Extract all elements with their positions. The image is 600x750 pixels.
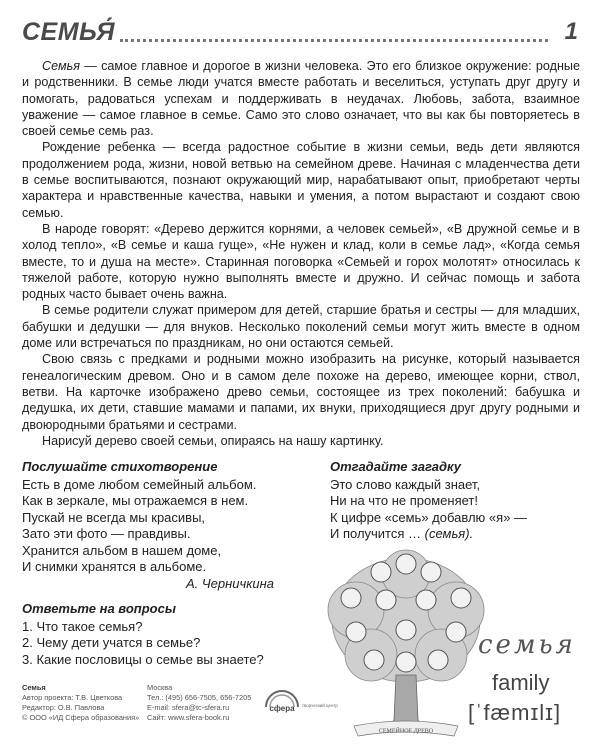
publisher-footer [22,683,338,739]
paragraph-1-lead: Семья [42,59,80,73]
poem-line: Хранится альбом в нашем доме, [22,542,222,558]
footer-editor: Редактор: О.В. Павлова [22,703,105,712]
vocab-english-word: family [492,670,550,695]
sfera-logo [260,687,338,727]
portrait-grandmother [371,562,391,582]
riddle-line: Ни на что не променяет! [330,493,478,508]
poem-line: Пускай не всегда мы красивы, [22,509,206,525]
poem-line: Зато эти фото — правдивы. [22,526,191,541]
vocab-russian-word: семья [478,630,576,660]
footer-credits [22,683,142,723]
right-column [330,459,590,543]
portrait-child [396,620,416,640]
footer-site: Сайт: www.sfera-book.ru [147,713,230,722]
riddle-line: Это слово каждый знает, [330,476,481,492]
logo-subtext: творческий центр [302,703,338,708]
logo-text: сфера [269,704,295,713]
footer-author: Автор проекта: Т.В. Цветкова [22,693,123,702]
page-title: СЕМЬЯ́ [22,18,116,46]
family-tree-illustration [326,550,486,740]
riddle-answer: (семья). [424,526,474,541]
paragraph-3: В народе говорят: «Дерево держится корнями, а человек семьей», «В дружной семье и в холод тепло», «В семье и каша гуще», «Не нужен и клад, коли в семье лад», «Когда семья вместе, то и душа на месте». Старинная поговорка «Семьей и горох молотят» относилась к тяжелой работе, которую нужно выполнять вместе и дружно. И сейчас помощь и забота родных часто бывает очень важна. [22,221,580,302]
portrait-child-2 [364,650,384,670]
portrait-grandfather [396,554,416,574]
poem-line: Есть в доме любом семейный альбом. [22,476,257,492]
question-item: 2. Чему дети учатся в семье? [22,635,201,650]
page-number: 1 [564,18,578,45]
header-dotted-leader [120,39,548,42]
paragraph-1 [22,58,580,139]
paragraph-4: В семье родители служат примером для детей, старшие братья и сестры — для младших, бабушки и дедушки — для внуков. Несколько поколений семьи могут жить вместе в одном доме или встречаться по праздникам, но они остаются семьей. [22,303,580,351]
poem-author: А. Черничкина [186,575,274,591]
paragraph-1-text: — самое главное и дорогое в жизни человека. Это его близкое окружение: родные и родственники. В семье люди учатся вместе работать и веселиться, уступать друг другу и помогать, радоваться успехам и поддерживать в неудачах. Любовь, забота, взаимное уважение — самое главное в семье. Само это слово означает, что вы как бы повторяетесь в своей семье семь раз. [22,59,580,139]
portrait-cousin [346,622,366,642]
paragraph-6: Нарисуй дерево своей семьи, опираясь на нашу картинку. [42,433,384,448]
left-column [22,459,312,668]
portrait-mother [376,590,396,610]
riddle-title: Отгадайте загадку [330,459,461,474]
portrait-child-3 [396,652,416,672]
footer-contacts [147,683,257,723]
footer-phone: Тел.: (495) 656-7505, 656-7205 [147,693,252,702]
vocab-transcription: [ˈfæmɪlɪ] [468,700,562,725]
portrait-uncle [451,588,471,608]
footer-city: Москва [147,683,173,692]
riddle-last-line: И получится … [330,526,425,541]
tree-caption: СЕМЕЙНОЕ ДРЕВО [378,728,434,735]
riddle-line [330,526,590,543]
portrait-aunt [341,588,361,608]
question-item: 3. Какие пословицы о семье вы знаете? [22,651,264,667]
poem-line: И снимки хранятся в альбоме. [22,559,207,574]
footer-title: Семья [22,683,46,692]
portrait-father [416,590,436,610]
portrait-cousin-2 [446,622,466,642]
questions-block [22,601,312,668]
main-article [22,58,580,449]
portrait-grandmother-2 [421,562,441,582]
question-item: 1. Что такое семья? [22,618,143,634]
paragraph-5: Свою связь с предками и родными можно изобразить на рисунке, который называется генеалогическим древом. Оно и в самом деле похоже на дерево, имеющее корни, ствол, ветви. На карточке изображено древо семьи, состоящее из трех поколений: бабушка и дедушка, их дети, ставшие мамами и папами, их внуки, приходящиеся друг другу родными и двоюродными братьями и сестрами. [22,352,580,432]
portrait-child-4 [428,650,448,670]
poem-line: Как в зеркале, мы отражаемся в нем. [22,493,249,508]
paragraph-2: Рождение ребенка — всегда радостное событие в жизни семьи, ведь дети являются продолжением рода, жизни, новой ветвью на семейном древе. Начиная с младенчества дети в семье воспитываются, познают окружающий мир, нарабатывают опыт, приобретают черты характера и нравственные качества, навыки и умения, а потом вырастают и создают свою семью. [22,140,580,220]
questions-title: Ответьте на вопросы [22,601,176,616]
footer-copyright: © ООО «ИД Сфера образования» [22,713,140,722]
footer-email: E-mail: sfera@tc-sfera.ru [147,703,230,712]
riddle-line: К цифре «семь» добавлю «я» — [330,509,528,525]
poem-title: Послушайте стихотворение [22,459,218,474]
page-header [22,18,578,52]
